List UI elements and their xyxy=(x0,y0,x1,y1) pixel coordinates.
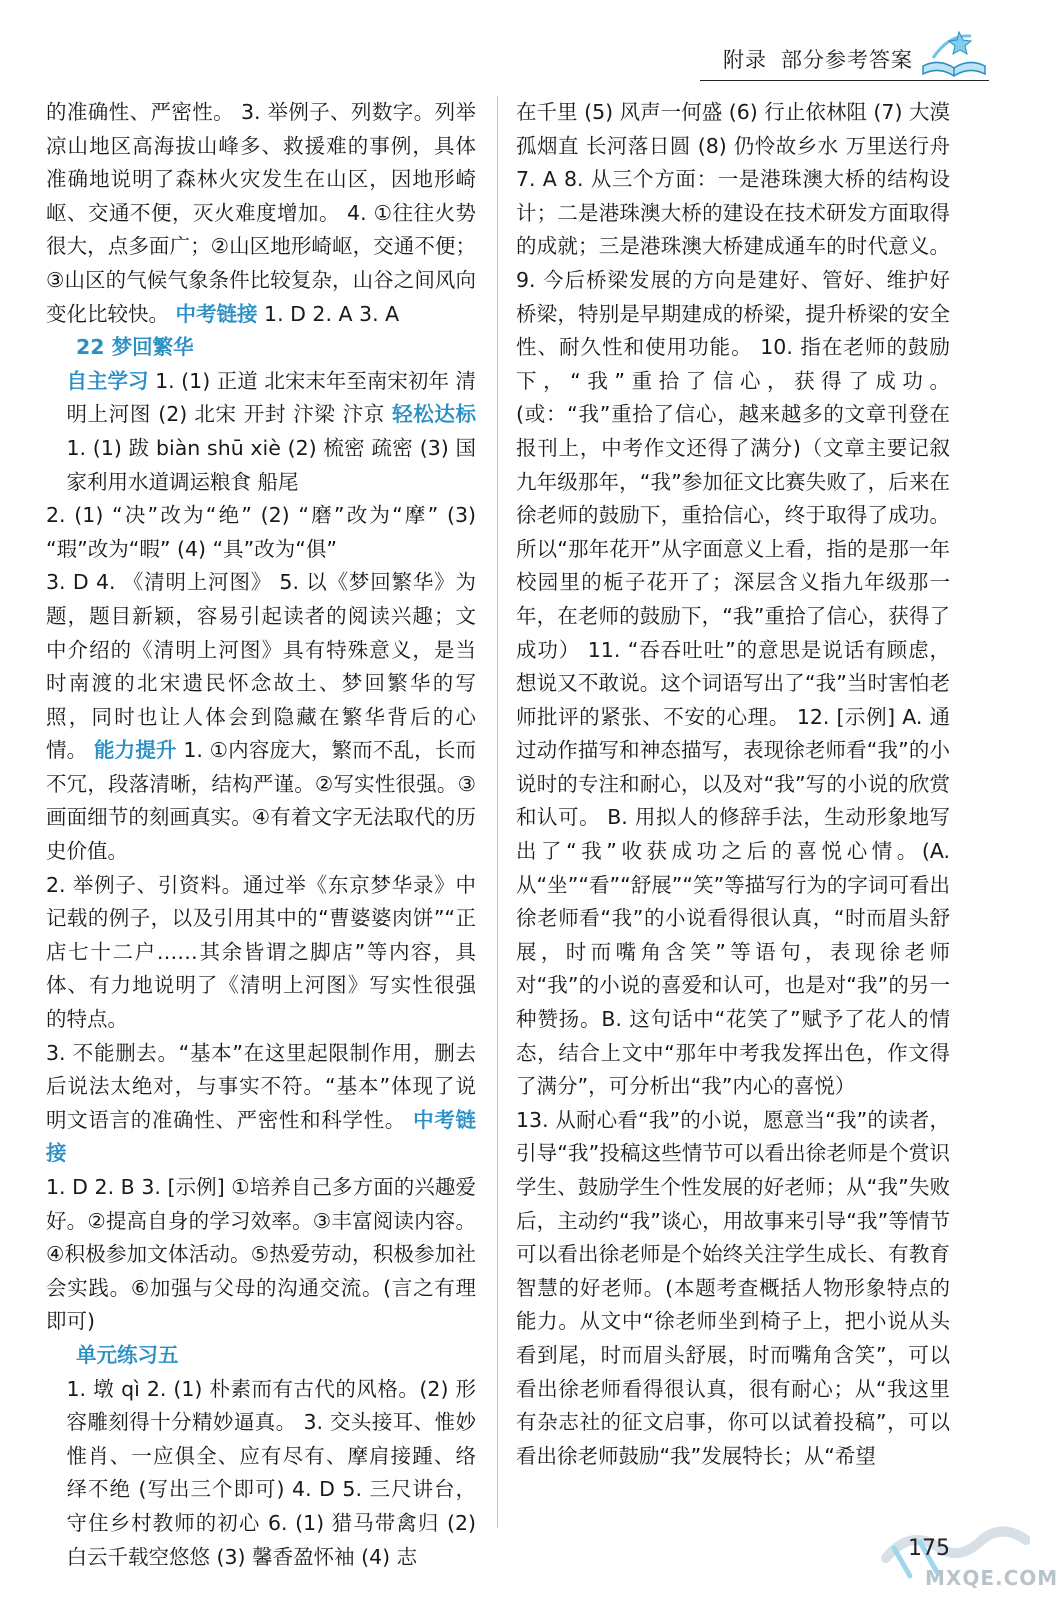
right-column xyxy=(516,96,950,1473)
unit-title: 单元练习五 xyxy=(76,1342,179,1367)
text: 1. D 2. A 3. A xyxy=(257,301,400,326)
paragraph: 2. 举例子、引资料。通过举《东京梦华录》中记载的例子，以及引用其中的“曹婆婆肉饼”“正店七十二户……其余皆谓之脚店”等内容，具体、有力地说明了《清明上河图》写实性很强的特点。 xyxy=(46,872,476,1032)
paragraph xyxy=(46,566,476,868)
paragraph xyxy=(46,365,476,499)
section-tag: 中考链接 xyxy=(175,301,258,326)
paragraph xyxy=(46,1037,476,1171)
watermark-text: MXQE.COM xyxy=(925,1566,1059,1590)
section-tag: 自主学习 xyxy=(66,368,149,393)
section-tag: 中考链接 xyxy=(46,1107,477,1166)
paragraph: 13. 从耐心看“我”的小说，愿意当“我”的读者，引导“我”投稿这些情节可以看出徐老师是个赏识学生、鼓励学生个性发展的好老师；从“我”失败后，主动约“我”谈心，用故事来引导“我”等情节可以看出徐老师是个始终关注学生成长、有教育智慧的好老师。(本题考查概括人物形象特点的能力。从文中“徐老师坐到椅子上，把小说从头看到尾，时而眉头舒展，时而嘴角含笑”，可以看出徐老师看得很认真，很有耐心；从“我这里有杂志社的征文启事，你可以试着投稿”，可以看出徐老师鼓励“我”发展特长；从“希望 xyxy=(516,1107,950,1468)
text: 1. ①内容庞大，繁而不乱，长而不冗，段落清晰，结构严谨。②写实性很强。③画面细节的刻画真实。④有着文字无法取代的历史价值。 xyxy=(46,738,476,864)
paragraph xyxy=(46,96,476,331)
header-part1: 附录 xyxy=(723,48,767,72)
text: 3. 不能删去。“基本”在这里起限制作用，删去后说法太绝对，与事实不符。“基本”体现了说明文语言的准确性、严密性和科学性。 xyxy=(46,1040,476,1132)
paragraph: 2. (1) “决”改为“绝” (2) “磨”改为“摩” (3) “瑕”改为“暇” (4) “具”改为“俱” xyxy=(46,503,476,561)
text: 1. (1) 正道 北宋末年至南宋初年 清明上河图 (2) 北宋 开封 汴梁 汴京 xyxy=(66,368,476,427)
header-part2: 部分参考答案 xyxy=(781,48,913,72)
text: 1. (1) 跋 biàn shū xiè (2) 梳密 疏密 (3) 国家利用水道调运粮食 船尾 xyxy=(66,435,476,494)
paragraph: 1. 墩 qì 2. (1) 朴素而有古代的风格。(2) 形容雕刻得十分精妙逼真。 3. 交头接耳、惟妙惟肖、一应俱全、应有尽有、摩肩接踵、络绎不绝 (写出三个即可) 4. D 5. 三尺讲台，守住乡村教师的初心 6. (1) 猎马带禽归 (2) 白云千载空悠悠 (3) 馨香盈怀袖 (4) 志 xyxy=(66,1376,476,1569)
section-tag: 能力提升 xyxy=(94,738,177,763)
header-rule xyxy=(700,80,989,81)
page-number: 175 xyxy=(908,1536,950,1561)
header-title xyxy=(723,44,913,80)
paragraph: 在千里 (5) 风声一何盛 (6) 行止依林阻 (7) 大漠孤烟直 长河落日圆 (8) 仍怜故乡水 万里送行舟 7. A 8. 从三个方面：一是港珠澳大桥的结构设计；二是港珠澳大桥的建设在技术研发方面取得的成就；三是港珠澳大桥建成通车的时代意义。 9. 今后桥梁发展的方向是建好、管好、维护好桥梁，特别是早期建成的桥梁，提升桥梁的安全性、耐久性和使用功能。 10. 指在老师的鼓励下，“我”重拾了信心，获得了成功。(或：“我”重拾了信心，越来越多的文章刊登在报刊上，中考作文还得了满分)（文章主要记叙九年级那年，“我”参加征文比赛失败了，后来在徐老师的鼓励下，重拾信心，终于取得了成功。所以“那年花开”从字面意义上看，指的是那一年校园里的栀子花开了；深层含义指九年级那一年，在老师的鼓励下，“我”重拾了信心，获得了成功） 11. “吞吞吐吐”的意思是说话有顾虑，想说又不敢说。这个词语写出了“我”当时害怕老师批评的紧张、不安的心理。 12. [示例] A. 通过动作描写和神态描写，表现徐老师看“我”的小说时的专注和耐心，以及对“我”写的小说的欣赏和认可。 B. 用拟人的修辞手法，生动形象地写出了“我”收获成功之后的喜悦心情。(A. 从“坐”“看”“舒展”“笑”等描写行为的字词可看出徐老师看“我”的小说看得很认真，“时而眉头舒展，时而嘴角含笑”等语句，表现徐老师对“我”的小说的喜爱和认可，也是对“我”的另一种赞扬。B. 这句话中“花笑了”赋予了花人的情态，结合上文中“那年中考我发挥出色，作文得了满分”，可分析出“我”内心的喜悦） xyxy=(516,100,950,1099)
left-column xyxy=(46,96,476,1574)
open-book-icon xyxy=(919,28,989,80)
text: 3. D 4. 《清明上河图》 5. 以《梦回繁华》为题，题目新颖，容易引起读者的阅读兴趣；文中介绍的《清明上河图》具有特殊意义，是当时南渡的北宋遗民怀念故土、梦回繁华的写照，同时也让人体会到隐藏在繁华背后的心情。 xyxy=(46,570,476,763)
paragraph: 1. D 2. B 3. [示例] ①培养自己多方面的兴趣爱好。②提高自身的学习效率。③丰富阅读内容。④积极参加文体活动。⑤热爱劳动，积极参加社会实践。⑥加强与父母的沟通交流。(言之有理即可) xyxy=(46,1175,476,1334)
column-divider xyxy=(497,96,498,1528)
running-header xyxy=(723,20,989,80)
text: 的准确性、严密性。 3. 举例子、列数字。列举凉山地区高海拔山峰多、救援难的事例，具体准确地说明了森林火灾发生在山区，因地形崎岖、交通不便，灭火难度增加。 4. ①往往火势很大，点多面广；②山区地形崎岖，交通不便；③山区的气候气象条件比较复杂，山谷之间风向变化比较快。 xyxy=(46,100,476,326)
lesson-title: 22 梦回繁华 xyxy=(76,335,194,360)
section-tag: 轻松达标 xyxy=(392,402,477,427)
